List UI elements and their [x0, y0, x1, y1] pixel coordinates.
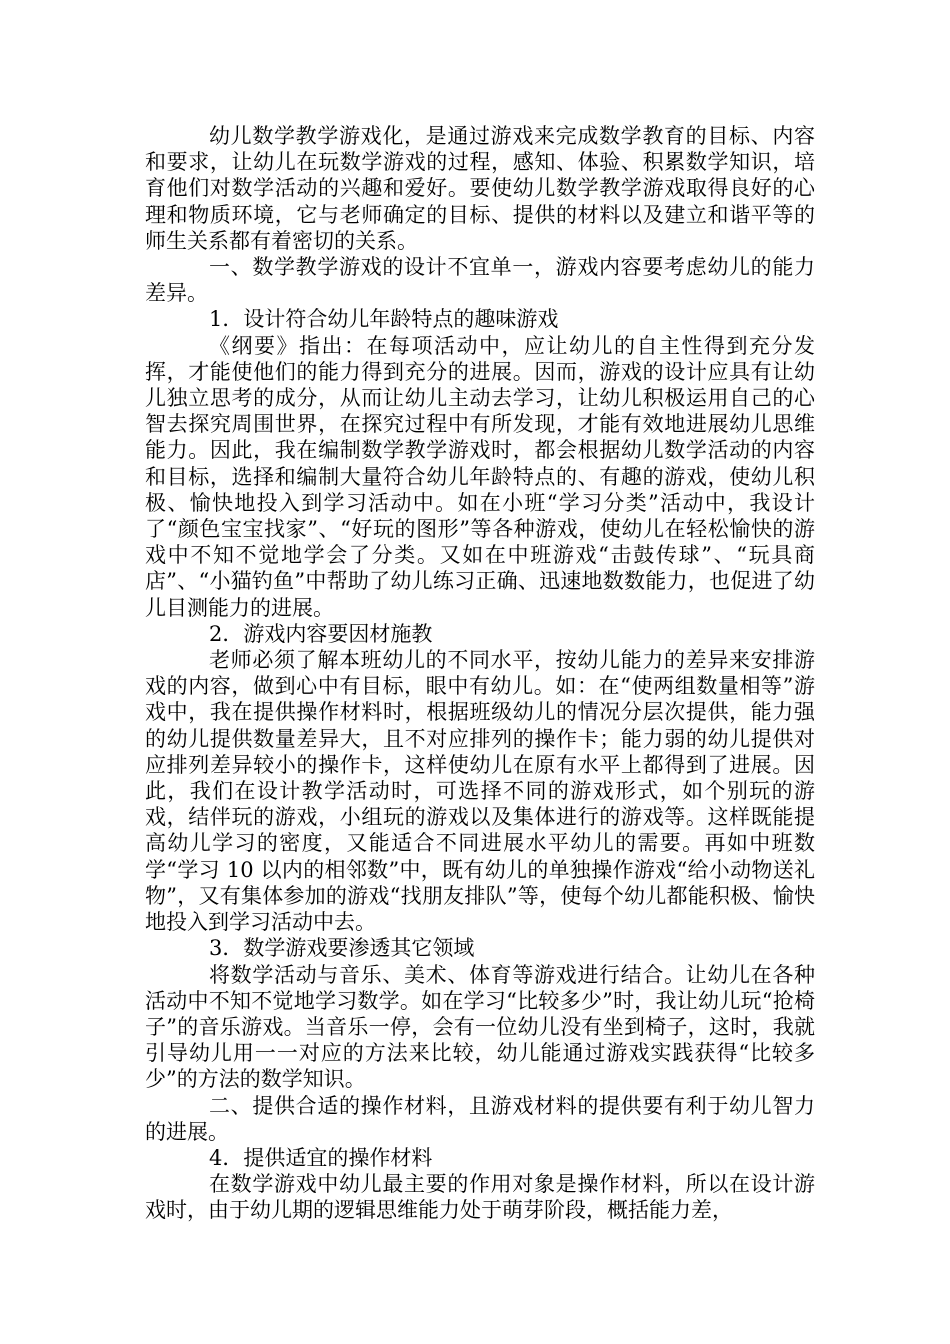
- body-paragraph: 《纲要》指出：在每项活动中，应让幼儿的自主性得到充分发挥，才能使他们的能力得到充分的进展。因而，游戏的设计应具有让幼儿独立思考的成分，从而让幼儿主动去学习，让幼儿积极运用自己的心智去探究周围世界，在探究过程中有所发现，才能有效地进展幼儿思维能力。因此，我在编制数学教学游戏时，都会根据幼儿数学活动的内容和目标，选择和编制大量符合幼儿年龄特点的、有趣的游戏，使幼儿积极、愉快地投入到学习活动中。如在小班“学习分类”活动中，我设计了“颜色宝宝找家”、“好玩的图形”等各种游戏，使幼儿在轻松愉快的游戏中不知不觉地学会了分类。又如在中班游戏“击鼓传球”、“玩具商店”、“小猫钓鱼”中帮助了幼儿练习正确、迅速地数数能力，也促进了幼儿目测能力的进展。: [145, 333, 815, 620]
- section-heading-1: 一、数学教学游戏的设计不宜单一，游戏内容要考虑幼儿的能力差异。: [145, 255, 815, 306]
- body-paragraph: 在数学游戏中幼儿最主要的作用对象是操作材料，所以在设计游戏时，由于幼儿期的逻辑思维能力处于萌芽阶段，概括能力差，: [145, 1172, 815, 1223]
- intro-paragraph: 幼儿数学教学游戏化，是通过游戏来完成数学教育的目标、内容和要求，让幼儿在玩数学游戏的过程，感知、体验、积累数学知识，培育他们对数学活动的兴趣和爱好。要使幼儿数学教学游戏取得良好的心理和物质环境，它与老师确定的目标、提供的材料以及建立和谐平等的师生关系都有着密切的关系。: [145, 124, 815, 253]
- body-paragraph: 将数学活动与音乐、美术、体育等游戏进行结合。让幼儿在各种活动中不知不觉地学习数学。如在学习“比较多少”时，我让幼儿玩“抢椅子”的音乐游戏。当音乐一停，会有一位幼儿没有坐到椅子，这时，我就引导幼儿用一一对应的方法来比较，幼儿能通过游戏实践获得“比较多少”的方法的数学知识。: [145, 962, 815, 1092]
- subheading-1: 1．设计符合幼儿年龄特点的趣味游戏: [209, 307, 559, 332]
- section-heading-2: 二、提供合适的操作材料，且游戏材料的提供要有利于幼儿智力的进展。: [145, 1093, 815, 1144]
- subheading-3: 3．数学游戏要渗透其它领域: [209, 936, 475, 961]
- subheading-2: 2．游戏内容要因材施教: [209, 621, 433, 646]
- body-paragraph: 老师必须了解本班幼儿的不同水平，按幼儿能力的差异来安排游戏的内容，做到心中有目标，眼中有幼儿。如：在“使两组数量相等”游戏中，我在提供操作材料时，根据班级幼儿的情况分层次提供，能力强的幼儿提供数量差异大，且不对应排列的操作卡；能力弱的幼儿提供对应排列差异较小的操作卡，这样使幼儿在原有水平上都得到了进展。因此，我们在设计教学活动时，可选择不同的游戏形式，如个别玩的游戏，结伴玩的游戏，小组玩的游戏以及集体进行的游戏等。这样既能提高幼儿学习的密度，又能适合不同进展水平幼儿的需要。再如中班数学“学习 10 以内的相邻数”中，既有幼儿的单独操作游戏“给小动物送礼物”，又有集体参加的游戏“找朋友排队”等，使每个幼儿都能积极、愉快地投入到学习活动中去。: [145, 648, 815, 935]
- document-body: [145, 123, 815, 1224]
- subheading-4: 4．提供适宜的操作材料: [209, 1145, 433, 1170]
